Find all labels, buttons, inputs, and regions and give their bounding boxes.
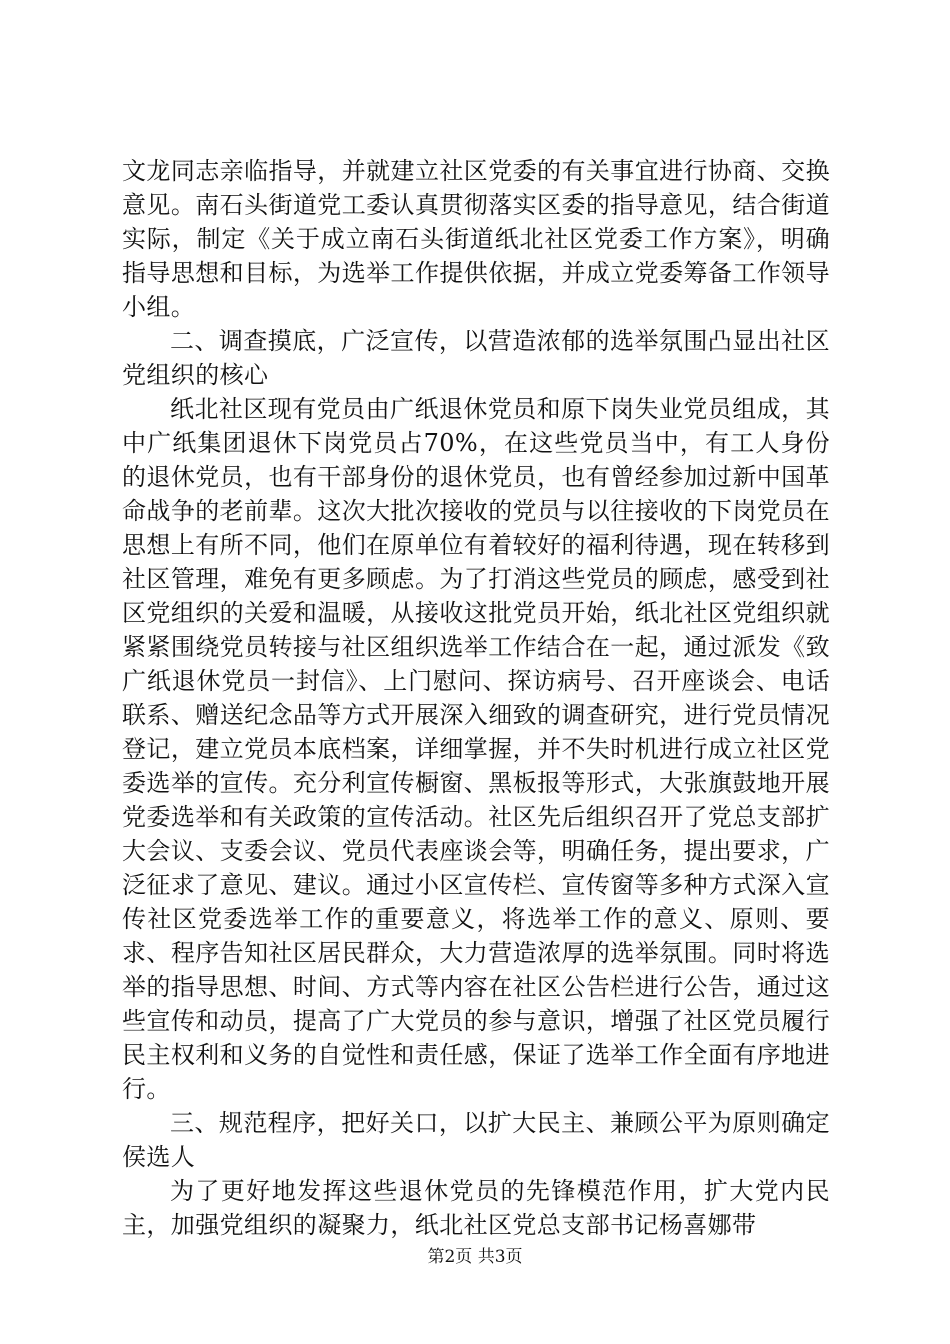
paragraph-continuation: 文龙同志亲临指导，并就建立社区党委的有关事宜进行协商、交换意见。南石头街道党工委认真贯彻落实区委的指导意见，结合街道实际，制定《关于成立南石头街道纸北社区党委工作方案》，明确指导思想和目标，为选举工作提供依据，并成立党委筹备工作领导小组。 (122, 157, 830, 321)
paragraph-candidates: 为了更好地发挥这些退休党员的先锋模范作用，扩大党内民主，加强党组织的凝聚力，纸北社区党总支部书记杨喜娜带 (122, 1177, 830, 1239)
paragraph-survey-publicity: 纸北社区现有党员由广纸退休党员和原下岗失业党员组成，其中广纸集团退休下岗党员占70%，在这些党员当中，有工人身份的退休党员，也有干部身份的退休党员，也有曾经参加过新中国革命战争的老前辈。这次大批次接收的党员与以往接收的下岗党员在思想上有所不同，他们在原单位有着较好的福利待遇，现在转移到社区管理，难免有更多顾虑。为了打消这些党员的顾虑，感受到社区党组织的关爱和温暖，从接收这批党员开始，纸北社区党组织就紧紧围绕党员转接与社区组织选举工作结合在一起，通过派发《致广纸退休党员一封信》、上门慰问、探访病号、召开座谈会、电话联系、赠送纪念品等方式开展深入细致的调查研究，进行党员情况登记，建立党员本底档案，详细掌握，并不失时机进行成立社区党委选举的宣传。充分利宣传橱窗、黑板报等形式，大张旗鼓地开展党委选举和有关政策的宣传活动。社区先后组织召开了党总支部扩大会议、支委会议、党员代表座谈会等，明确任务，提出要求，广泛征求了意见、建议。通过小区宣传栏、宣传窗等多种方式深入宣传社区党委选举工作的重要意义，将选举工作的意义、原则、要求、程序告知社区居民群众，大力营造浓厚的选举氛围。同时将选举的指导思想、时间、方式等内容在社区公告栏进行公告，通过这些宣传和动员，提高了广大党员的参与意识，增强了社区党员履行民主权利和义务的自觉性和责任感，保证了选举工作全面有序地进行。 (122, 395, 830, 1103)
section-heading-2: 二、调查摸底，广泛宣传，以营造浓郁的选举氛围凸显出社区党组织的核心 (122, 327, 830, 389)
page-number-footer: 第2页 共3页 (427, 1247, 523, 1267)
section-heading-3: 三、规范程序，把好关口，以扩大民主、兼顾公平为原则确定侯选人 (122, 1109, 830, 1171)
document-body (122, 154, 830, 1242)
